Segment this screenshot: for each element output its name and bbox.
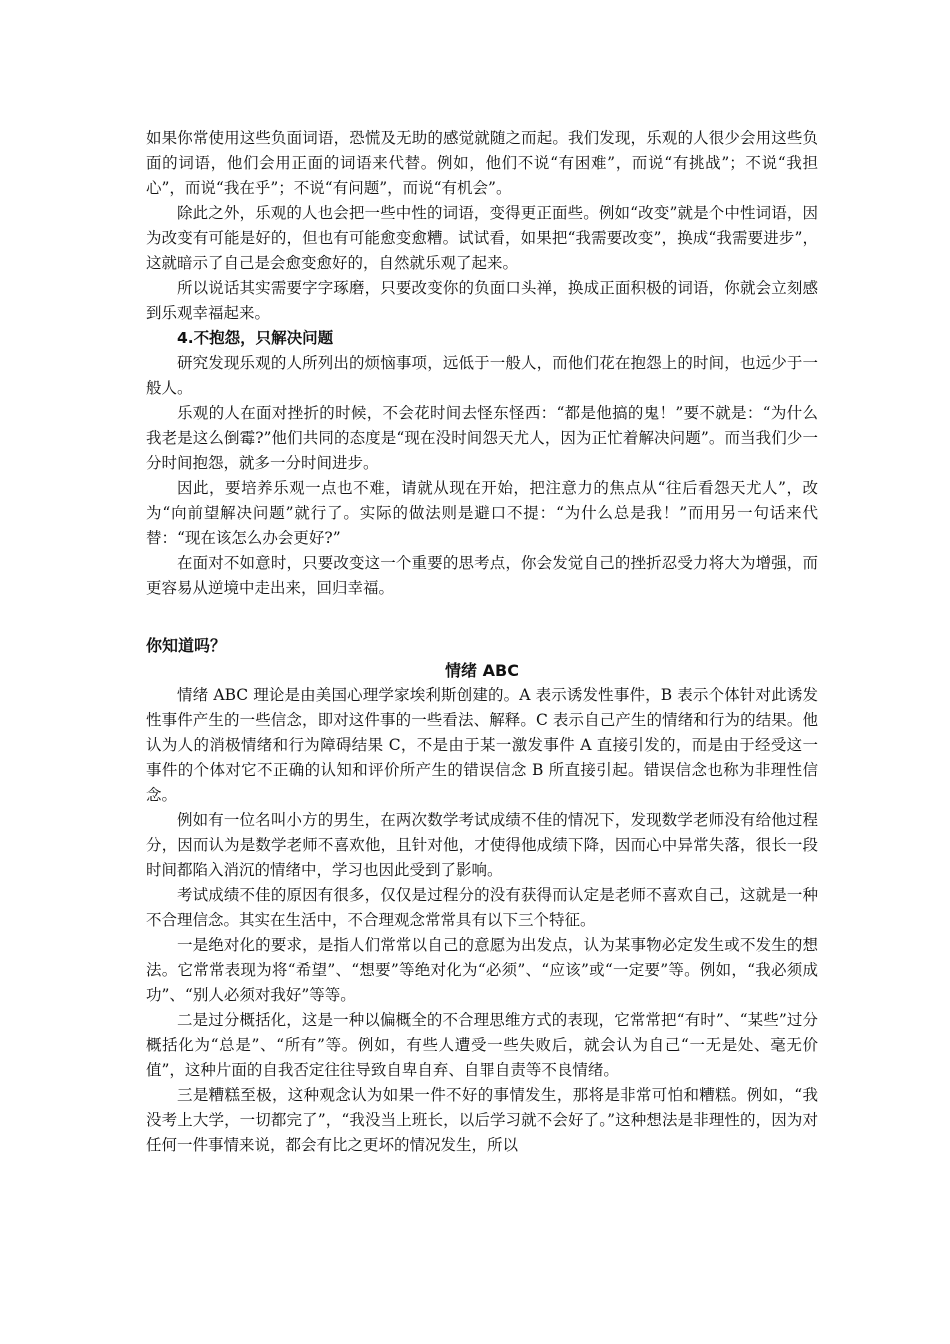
paragraph: 在面对不如意时，只要改变这一个重要的思考点，你会发觉自己的挫折忍受力将大为增强，而更容易从逆境中走出来，回归幸福。	[146, 554, 818, 597]
section-heading: 4.不抱怨，只解决问题	[177, 329, 334, 347]
document-page	[146, 126, 818, 1158]
paragraph: 例如有一位名叫小方的男生，在两次数学考试成绩不佳的情况下，发现数学老师没有给他过程分，因而认为是数学老师不喜欢他，且针对他，才使得他成绩下降，因而心中异常失落，很长一段时间都陷入消沉的情绪中，学习也因此受到了影响。	[146, 811, 818, 879]
paragraph: 乐观的人在面对挫折的时候，不会花时间去怪东怪西：“都是他搞的鬼！”要不就是：“为什么我老是这么倒霉?”他们共同的态度是“现在没时间怨天尤人，因为正忙着解决问题”。而当我们少一分时间抱怨，就多一分时间进步。	[146, 404, 818, 472]
paragraph: 二是过分概括化，这是一种以偏概全的不合理思维方式的表现，它常常把“有时”、“某些”过分概括化为“总是”、“所有”等。例如，有些人遭受一些失败后，就会认为自己“一无是处、毫无价值”，这种片面的自我否定往往导致自卑自弃、自罪自责等不良情绪。	[146, 1011, 818, 1079]
paragraph: 三是糟糕至极，这种观念认为如果一件不好的事情发生，那将是非常可怕和糟糕。例如，“我没考上大学，一切都完了”，“我没当上班长，以后学习就不会好了。”这种想法是非理性的，因为对任何一件事情来说，都会有比之更坏的情况发生，所以	[146, 1086, 818, 1154]
paragraph: 一是绝对化的要求，是指人们常常以自己的意愿为出发点，认为某事物必定发生或不发生的想法。它常常表现为将“希望”、“想要”等绝对化为“必须”、“应该”或“一定要”等。例如，“我必须成功”、“别人必须对我好”等等。	[146, 936, 818, 1004]
paragraph: 所以说话其实需要字字琢磨，只要改变你的负面口头禅，换成正面积极的词语，你就会立刻感到乐观幸福起来。	[146, 279, 818, 322]
did-you-know-heading: 你知道吗？	[146, 636, 227, 655]
paragraph: 考试成绩不佳的原因有很多，仅仅是过程分的没有获得而认定是老师不喜欢自己，这就是一种不合理信念。其实在生活中，不合理观念常常具有以下三个特征。	[146, 886, 818, 929]
paragraph: 因此，要培养乐观一点也不难，请就从现在开始，把注意力的焦点从“往后看怨天尤人”，改为“向前望解决问题”就行了。实际的做法则是避口不提：“为什么总是我！”而用另一句话来代替：“现在该怎么办会更好?”	[146, 479, 818, 547]
paragraph: 除此之外，乐观的人也会把一些中性的词语，变得更正面些。例如“改变”就是个中性词语，因为改变有可能是好的，但也有可能愈变愈糟。试试看，如果把“我需要改变”，换成“我需要进步”，这就暗示了自己是会愈变愈好的，自然就乐观了起来。	[146, 204, 818, 272]
article-title: 情绪 ABC	[445, 661, 519, 680]
paragraph: 情绪 ABC 理论是由美国心理学家埃利斯创建的。A 表示诱发性事件，B 表示个体针对此诱发性事件产生的一些信念，即对这件事的一些看法、解释。C 表示自己产生的情绪和行为的结果。他认为人的消极情绪和行为障碍结果 C，不是由于某一激发事件 A 直接引发的，而是由于经受这一事件的个体对它不正确的认知和评价所产生的错误信念 B 所直接引起。错误信念也称为非理性信念。	[146, 686, 818, 804]
paragraph: 研究发现乐观的人所列出的烦恼事项，远低于一般人，而他们花在抱怨上的时间，也远少于一般人。	[146, 354, 818, 397]
paragraph: 如果你常使用这些负面词语，恐慌及无助的感觉就随之而起。我们发现，乐观的人很少会用这些负面的词语，他们会用正面的词语来代替。例如，他们不说“有困难”，而说“有挑战”；不说“我担心”，而说“我在乎”；不说“有问题”，而说“有机会”。	[146, 129, 818, 197]
